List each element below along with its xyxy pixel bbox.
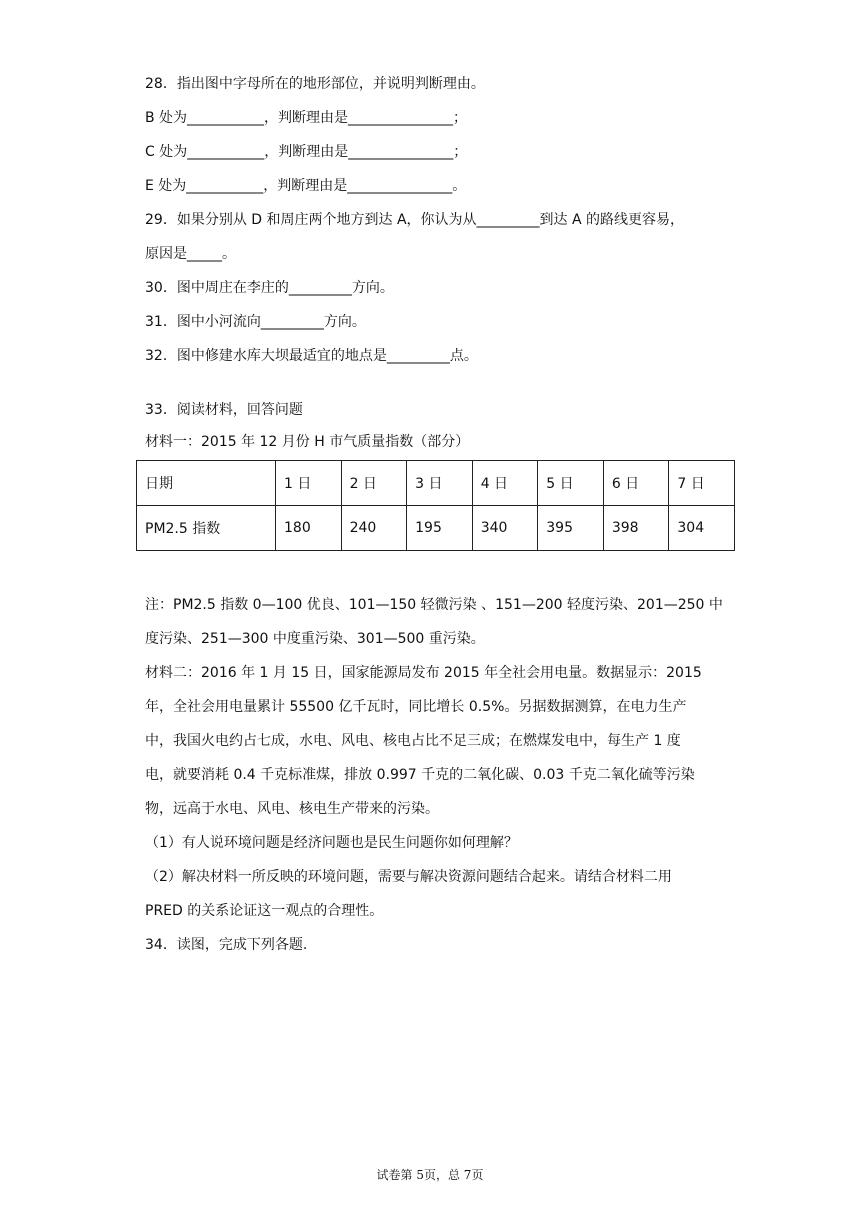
- question-28-prompt: 28．指出图中字母所在的地形部位，并说明判断理由。: [145, 76, 485, 92]
- table-header-cell: 3 日: [407, 461, 473, 506]
- table-header-cell: 7 日: [669, 461, 735, 506]
- question-32: 32．图中修建水库大坝最适宜的地点是_________点。: [145, 348, 478, 364]
- pm25-table: [136, 460, 735, 551]
- table-header-cell: 4 日: [472, 461, 538, 506]
- question-29-line-2: 原因是_____。: [145, 246, 236, 262]
- table-header-cell: 日期: [137, 461, 276, 506]
- material-2-line-5: 物，远高于水电、风电、核电生产带来的污染。: [145, 801, 439, 817]
- table-header-cell: 2 日: [341, 461, 407, 506]
- table-cell: 395: [538, 506, 604, 551]
- question-33-prompt: 33．阅读材料，回答问题: [145, 402, 303, 418]
- table-cell: PM2.5 指数: [137, 506, 276, 551]
- material-2-line-2: 年，全社会用电量累计 55500 亿千瓦时，同比增长 0.5%。另据数据测算，在电力生产: [145, 699, 687, 715]
- material-2-line-4: 电，就要消耗 0.4 千克标准煤，排放 0.997 千克的二氧化碳、0.03 千克二氧化硫等污染: [145, 767, 695, 783]
- material-2-line-3: 中，我国火电约占七成，水电、风电、核电占比不足三成；在燃煤发电中，每生产 1 度: [145, 733, 681, 749]
- page-footer: 试卷第 5页，总 7页: [376, 1168, 484, 1182]
- question-30: 30．图中周庄在李庄的_________方向。: [145, 280, 394, 296]
- table-cell: 240: [341, 506, 407, 551]
- question-33-sub-2-line-1: （2）解决材料一所反映的环境问题，需要与解决资源问题结合起来。请结合材料二用: [145, 869, 672, 885]
- question-29-line-1: 29．如果分别从 D 和周庄两个地方到达 A，你认为从_________到达 A 的路线更容易，: [145, 212, 684, 228]
- table-cell: 180: [276, 506, 342, 551]
- question-31: 31．图中小河流向_________方向。: [145, 314, 366, 330]
- material-2-line-1: 材料二：2016 年 1 月 15 日，国家能源局发布 2015 年全社会用电量。数据显示：2015: [145, 665, 702, 681]
- table-row: [137, 506, 735, 551]
- table-header-cell: 5 日: [538, 461, 604, 506]
- table-cell: 398: [603, 506, 669, 551]
- table-cell: 304: [669, 506, 735, 551]
- table-header-row: [137, 461, 735, 506]
- table-header-cell: 1 日: [276, 461, 342, 506]
- question-28-line-b: B 处为___________，判断理由是_______________；: [145, 110, 468, 126]
- question-33-sub-2-line-2: PRED 的关系论证这一观点的合理性。: [145, 903, 384, 919]
- question-34: 34．读图，完成下列各题.: [145, 937, 308, 953]
- material-1-title: 材料一：2015 年 12 月份 H 市气质量指数（部分）: [145, 434, 470, 450]
- table-cell: 340: [472, 506, 538, 551]
- question-33-sub-1: （1）有人说环境问题是经济问题也是民生问题你如何理解？: [145, 835, 518, 851]
- question-28-line-e: E 处为___________，判断理由是_______________。: [145, 178, 467, 194]
- table-header-cell: 6 日: [603, 461, 669, 506]
- note-line-1: 注：PM2.5 指数 0—100 优良、101—150 轻微污染 、151—200 轻度污染、201—250 中: [145, 597, 723, 613]
- table-cell: 195: [407, 506, 473, 551]
- note-line-2: 度污染、251—300 中度重污染、301—500 重污染。: [145, 631, 485, 647]
- question-28-line-c: C 处为___________，判断理由是_______________；: [145, 144, 468, 160]
